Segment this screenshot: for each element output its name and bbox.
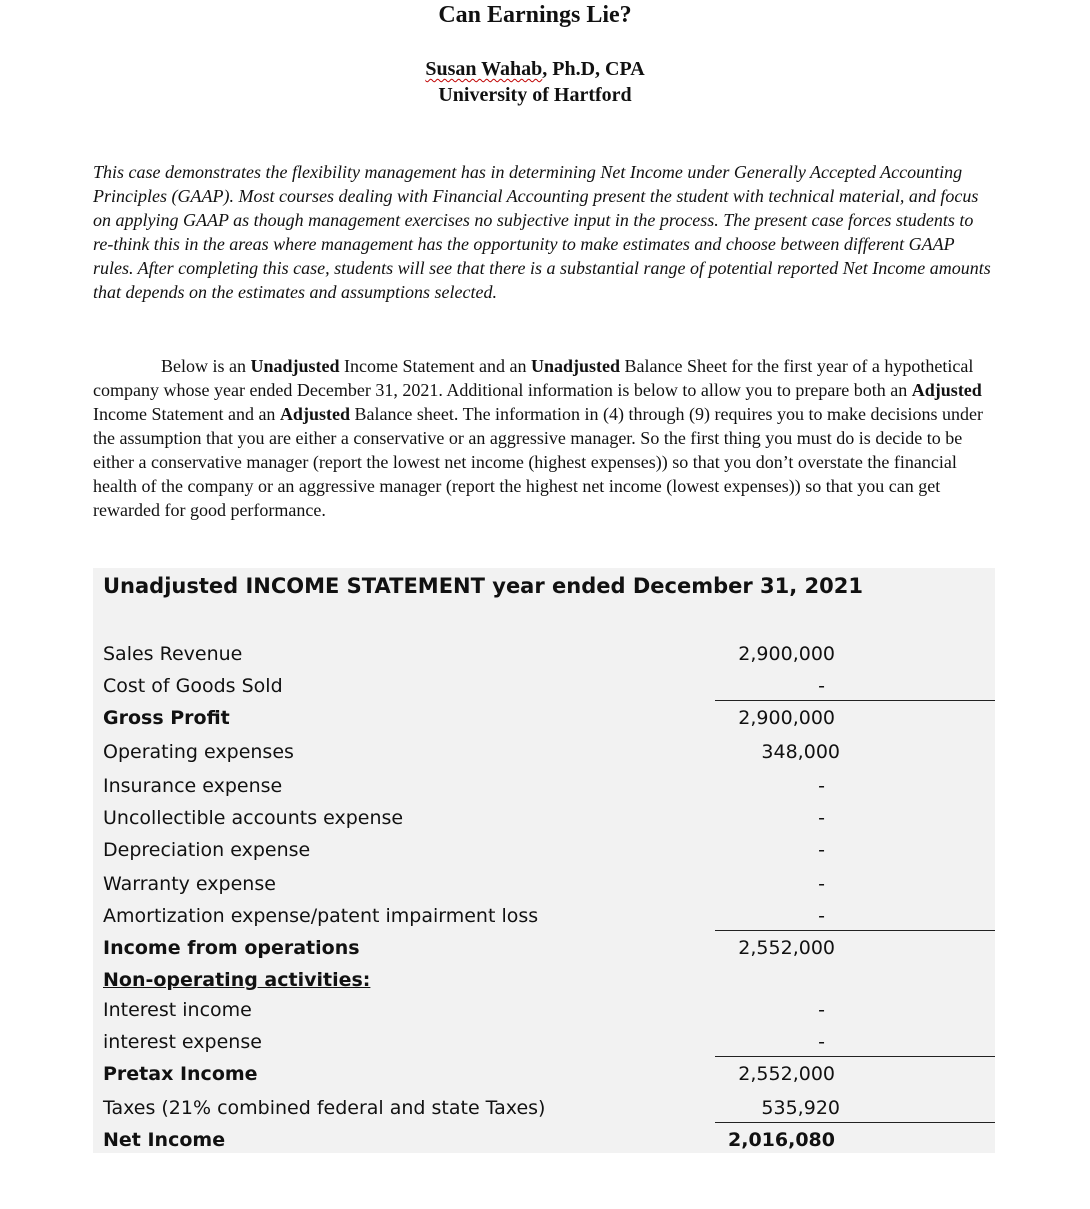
statement-row-insurance-expense bbox=[93, 770, 995, 802]
row-value: 2,552,000 bbox=[738, 1063, 835, 1085]
statement-row-operating-expenses bbox=[93, 736, 995, 768]
abstract-paragraph: This case demonstrates the flexibility management has in determining Net Income under Generally Accepted Accounting Principles (GAAP). Most courses dealing with Financial Accounting present the student with technical material, and focus on applying GAAP as though management exercises no subjective input in the process. The present case forces students to re-think this in the areas where management has the opportunity to make estimates and choose between different GAAP rules. After completing this case, students will see that there is a substantial range of potential reported Net Income amounts that depends on the estimates and assumptions selected. bbox=[93, 162, 991, 302]
subtotal-rule bbox=[715, 1056, 995, 1057]
row-value: - bbox=[818, 999, 825, 1021]
total-rule bbox=[715, 1122, 995, 1123]
intro-text: Income Statement and an bbox=[339, 356, 531, 376]
row-label: Depreciation expense bbox=[103, 839, 311, 861]
row-label: Pretax Income bbox=[103, 1063, 258, 1085]
row-label: Operating expenses bbox=[103, 741, 294, 763]
row-value: - bbox=[818, 807, 825, 829]
intro-emphasis: Unadjusted bbox=[250, 356, 340, 376]
author-line bbox=[0, 56, 1070, 82]
row-label: Taxes (21% combined federal and state Taxes) bbox=[103, 1097, 546, 1119]
intro-paragraph bbox=[93, 354, 983, 522]
statement-row-net-income bbox=[93, 1124, 995, 1156]
row-label: Net Income bbox=[103, 1129, 226, 1151]
intro-text: Income Statement and an bbox=[93, 404, 280, 424]
author-credentials: , Ph.D, CPA bbox=[542, 58, 645, 80]
document-title: Can Earnings Lie? bbox=[438, 2, 632, 28]
intro-emphasis: Unadjusted bbox=[530, 356, 620, 376]
statement-row-sales-revenue bbox=[93, 638, 995, 670]
row-value: - bbox=[818, 775, 825, 797]
row-value: 2,552,000 bbox=[738, 937, 835, 959]
statement-row-interest-expense bbox=[93, 1026, 995, 1058]
row-value: - bbox=[818, 905, 825, 927]
statement-row-interest-income bbox=[93, 994, 995, 1026]
row-value: 2,900,000 bbox=[738, 643, 835, 665]
row-value: - bbox=[818, 873, 825, 895]
row-value: - bbox=[818, 1031, 825, 1053]
row-value: 535,920 bbox=[761, 1097, 840, 1119]
statement-row-income-from-operations bbox=[93, 932, 995, 964]
row-label: Sales Revenue bbox=[103, 643, 243, 665]
statement-row-non-operating-activities bbox=[93, 964, 995, 996]
income-statement-title: Unadjusted INCOME STATEMENT year ended December 31, 2021 bbox=[103, 574, 863, 598]
row-label: interest expense bbox=[103, 1031, 262, 1053]
row-label: Gross Profit bbox=[103, 707, 230, 729]
intro-text: Balance sheet. The information in (4) through (9) requires you to make decisions under the assumption that you are either a conservative or an aggressive manager. So the first thing you must do is decide to be either a conservative manager (report the lowest net income (highest expenses)) so that you don’t overstate the financial health of the company or an aggressive manager (report the highest net income (lowest expenses)) so that you can get rewarded for good performance. bbox=[93, 404, 983, 520]
row-label: Cost of Goods Sold bbox=[103, 675, 283, 697]
subtotal-rule bbox=[715, 930, 995, 931]
statement-row-warranty-expense bbox=[93, 868, 995, 900]
row-label: Interest income bbox=[103, 999, 252, 1021]
row-label: Amortization expense/patent impairment loss bbox=[103, 905, 539, 927]
intro-text: Below is an bbox=[161, 356, 251, 376]
statement-row-depreciation-expense bbox=[93, 834, 995, 866]
statement-row-uncollectible-accounts-expense bbox=[93, 802, 995, 834]
statement-row-amortization-expense bbox=[93, 900, 995, 932]
statement-row-pretax-income bbox=[93, 1058, 995, 1090]
statement-row-cost-of-goods-sold bbox=[93, 670, 995, 702]
intro-emphasis: Adjusted bbox=[911, 380, 982, 400]
row-label: Insurance expense bbox=[103, 775, 283, 797]
section-heading: Non-operating activities: bbox=[103, 969, 371, 991]
row-value: - bbox=[818, 675, 825, 697]
income-statement-table bbox=[93, 568, 995, 1153]
row-label: Warranty expense bbox=[103, 873, 276, 895]
row-label: Uncollectible accounts expense bbox=[103, 807, 404, 829]
author-name: Susan Wahab bbox=[425, 58, 543, 80]
statement-row-taxes bbox=[93, 1092, 995, 1124]
statement-row-gross-profit bbox=[93, 702, 995, 734]
author-affiliation: University of Hartford bbox=[438, 84, 632, 106]
row-value: 348,000 bbox=[761, 741, 840, 763]
subtotal-rule bbox=[715, 700, 995, 701]
row-value: 2,016,080 bbox=[728, 1129, 835, 1151]
intro-emphasis: Adjusted bbox=[279, 404, 350, 424]
row-value: - bbox=[818, 839, 825, 861]
row-value: 2,900,000 bbox=[738, 707, 835, 729]
intro-text: Balance Sheet for the first year of a hypothetical company whose year ended December 31, 2021. Additional information is below to allow you to prepare both an bbox=[93, 356, 974, 400]
row-label: Income from operations bbox=[103, 937, 360, 959]
